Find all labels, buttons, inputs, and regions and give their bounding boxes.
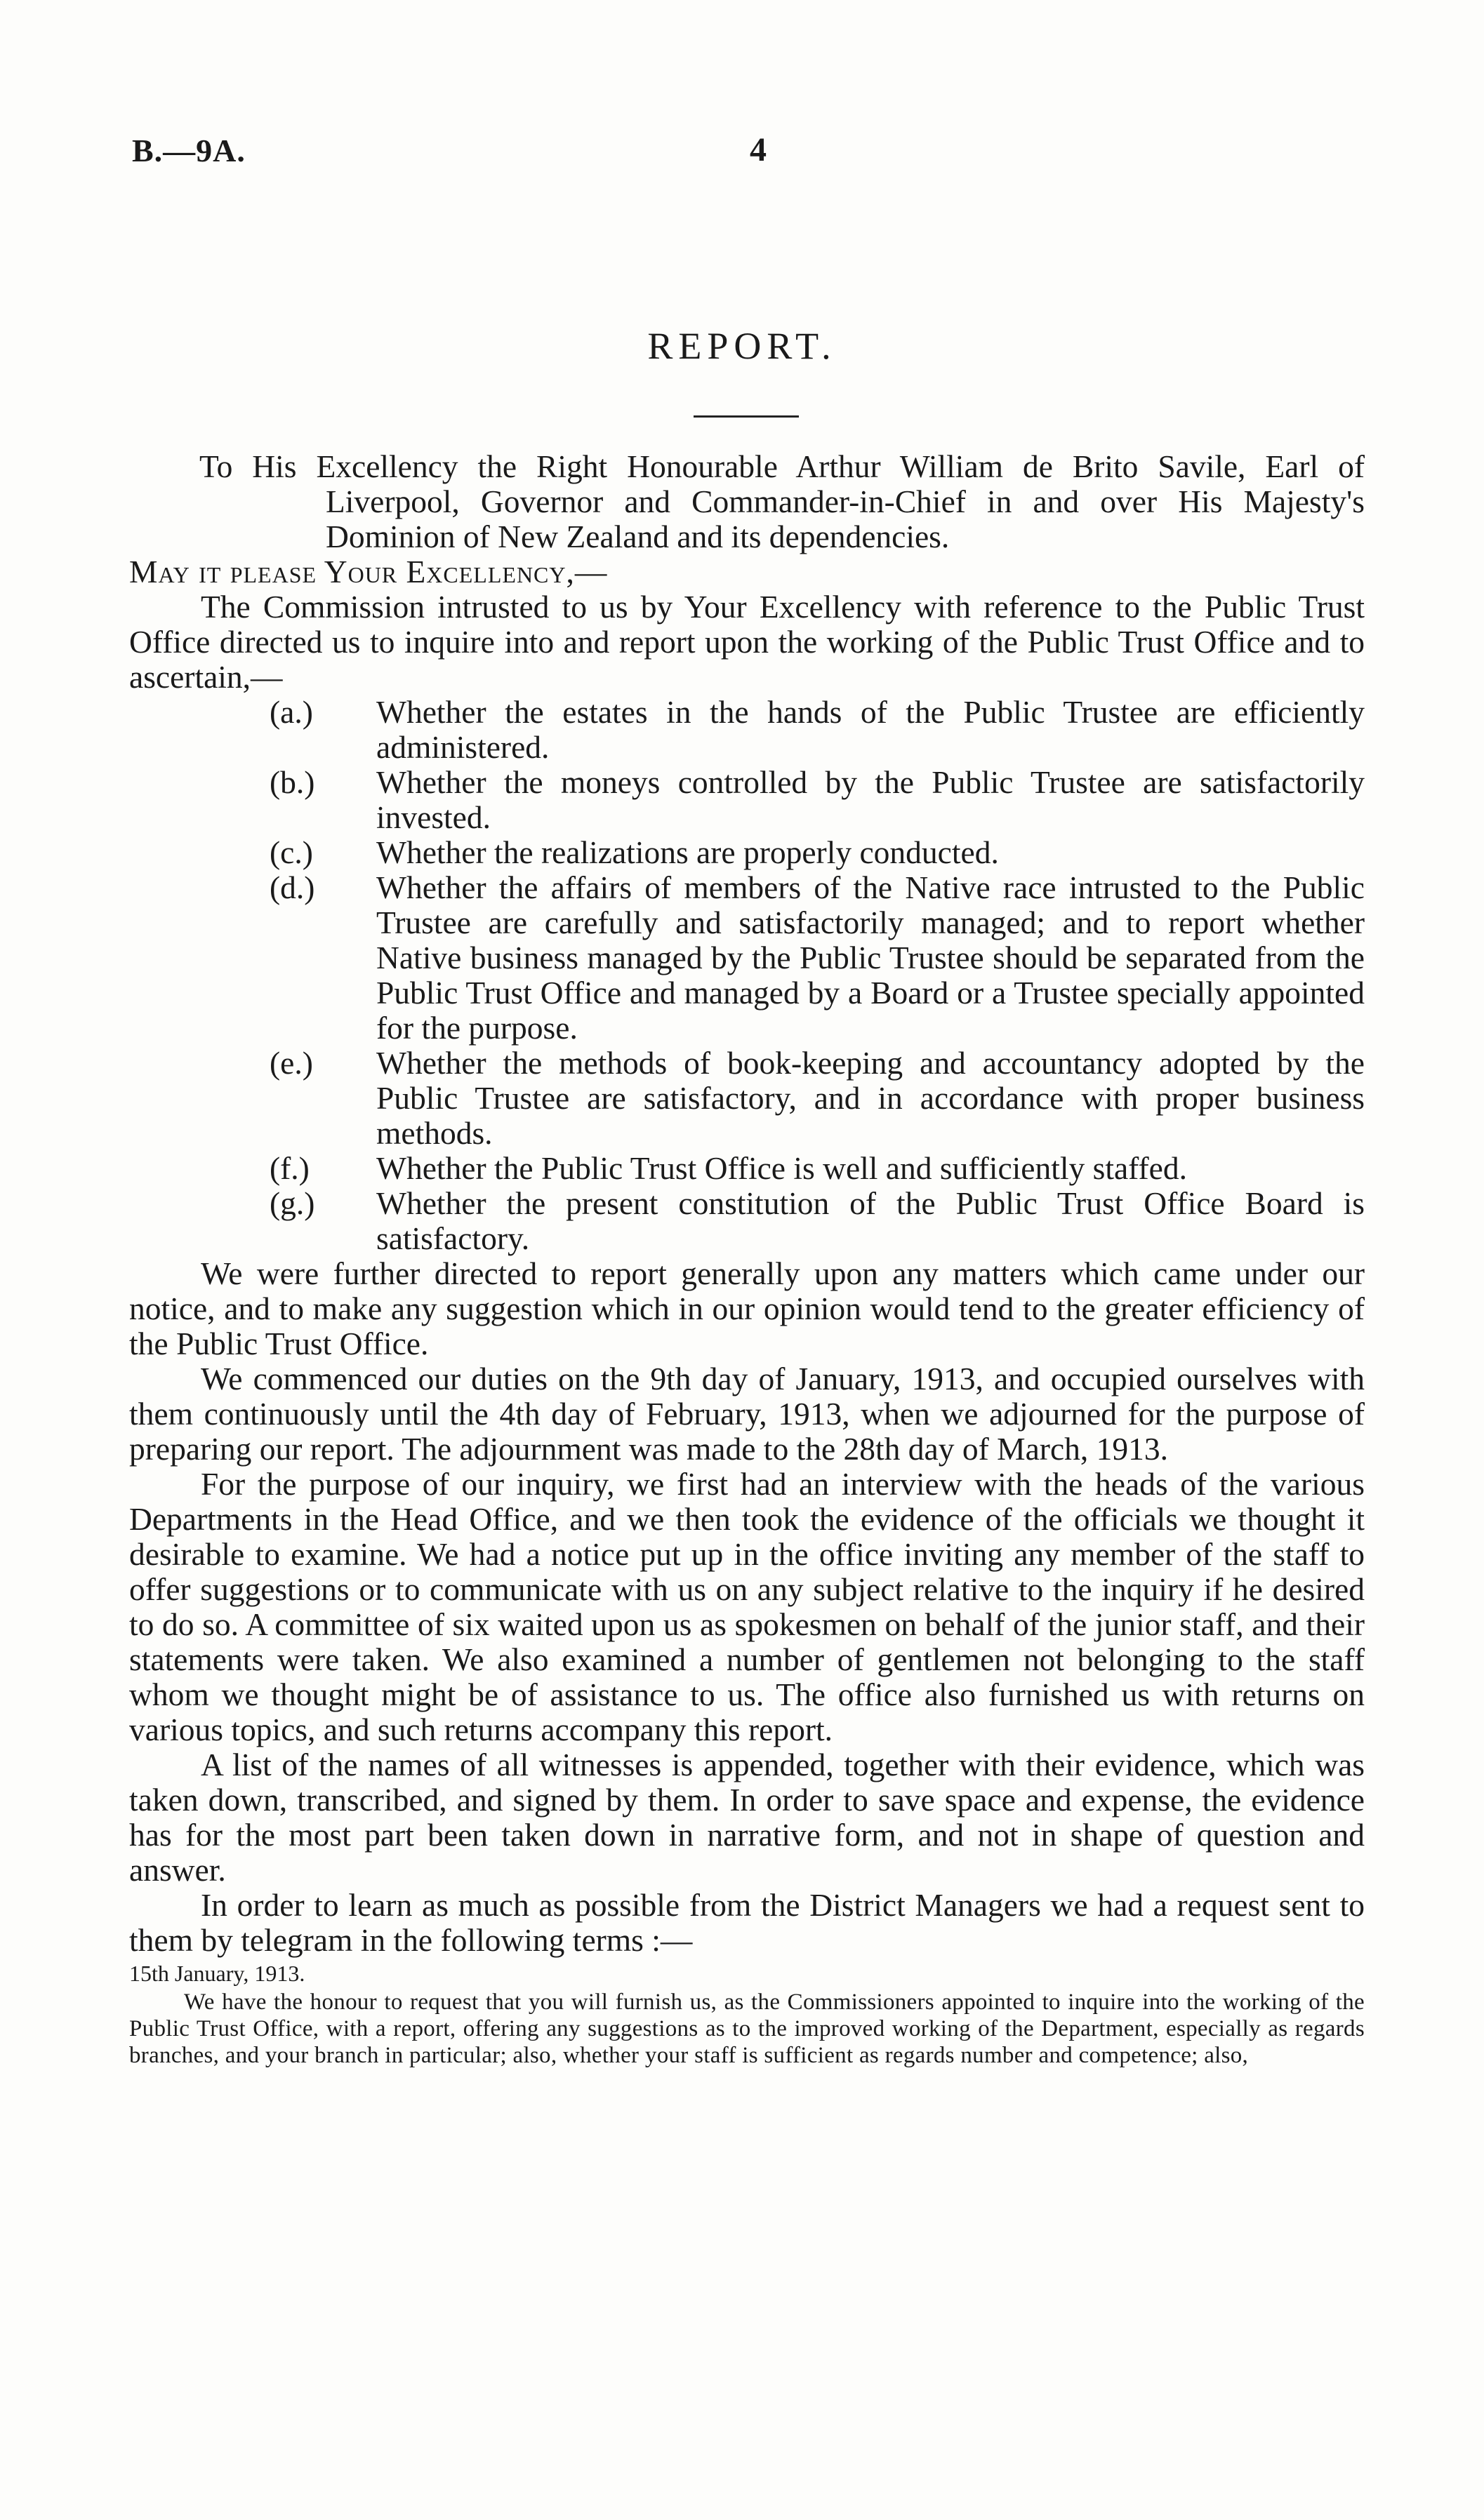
list-item	[129, 1186, 1365, 1256]
paragraph-commenced-duties: We commenced our duties on the 9th day of January, 1913, and occupied ourselves with them continuously until the 4th day of February, 1913, when we adjourned for the purpose of preparing our report. The adjournment was made to the 28th day of March, 1913.	[129, 1361, 1365, 1467]
list-item-label: (d.)	[270, 869, 315, 905]
list-item	[129, 1046, 1365, 1151]
list-item-text: Whether the Public Trust Office is well and sufficiently staffed.	[376, 1150, 1187, 1186]
list-item-text: Whether the present constitution of the Public Trust Office Board is satisfactory.	[376, 1185, 1365, 1256]
list-item-label: (e.)	[270, 1045, 313, 1081]
document-reference: B.—9A.	[132, 133, 246, 168]
list-item	[129, 695, 1365, 765]
list-item-label: (c.)	[270, 834, 313, 870]
paragraph-inquiry-purpose: For the purpose of our inquiry, we first had an interview with the heads of the various Departments in the Head Office, and we then took the evidence of the officials we thought it desirable to examine. We had a notice put up in the office inviting any member of the staff to offer suggestions or to communicate with us on any subject relative to the inquiry if he desired to do so. A committee of six waited upon us as spokesmen on behalf of the junior staff, and their statements were taken. We also examined a number of gentlemen not belonging to the staff whom we thought might be of assistance to us. The office also furnished us with returns on various topics, and such returns accompany this report.	[129, 1466, 1365, 1747]
telegram-date: 15th January, 1913.	[129, 1961, 305, 1986]
list-item-text: Whether the estates in the hands of the Public Trustee are efficiently administered.	[376, 694, 1365, 765]
paragraph-district-managers: In order to learn as much as possible from the District Managers we had a request sent to them by telegram in the following terms :—	[129, 1887, 1365, 1958]
paragraph-further-directed: We were further directed to report generally upon any matters which came under our notice, and to make any suggestion which in our opinion would tend to the greater efficiency of the Public Trust Office.	[129, 1255, 1365, 1361]
list-item-label: (f.)	[270, 1150, 310, 1186]
report-body	[129, 449, 1365, 2069]
list-item-text: Whether the methods of book-keeping and accountancy adopted by the Public Trustee are satisfactory, and in accordance with proper business methods.	[376, 1045, 1365, 1151]
list-item	[129, 1151, 1365, 1186]
address-paragraph: To His Excellency the Right Honourable Arthur William de Brito Savile, Earl of Liverpool, Governor and Commander-in-Chief in and over His Majesty's Dominion of New Zealand and its dependencies.	[199, 448, 1365, 554]
list-item-text: Whether the moneys controlled by the Public Trustee are satisfactorily invested.	[376, 764, 1365, 835]
list-item-label: (b.)	[270, 764, 315, 800]
title-rule	[694, 415, 799, 418]
page-number: 4	[750, 131, 767, 168]
list-item-label: (a.)	[270, 694, 313, 730]
list-item	[129, 870, 1365, 1046]
list-item-text: Whether the realizations are properly conducted.	[376, 834, 999, 870]
intro-paragraph: The Commission intrusted to us by Your Excellency with reference to the Public Trust Office directed us to inquire into and report upon the working of the Public Trust Office and to ascertain,—	[129, 589, 1365, 695]
paragraph-witness-list: A list of the names of all witnesses is appended, together with their evidence, which was taken down, transcribed, and signed by them. In order to save space and expense, the evidence has for the most part been taken down in narrative form, and not in shape of question and answer.	[129, 1747, 1365, 1888]
list-item-text: Whether the affairs of members of the Native race intrusted to the Public Trustee are carefully and satisfactorily managed; and to report whether Native business managed by the Public Trustee should be separated from the Public Trust Office and managed by a Board or a Trustee specially appointed for the purpose.	[376, 869, 1365, 1046]
list-item	[129, 835, 1365, 870]
list-item-label: (g.)	[270, 1185, 315, 1221]
list-item	[129, 765, 1365, 835]
terms-of-reference-list	[129, 695, 1365, 1256]
salutation: May it please Your Excellency,—	[129, 554, 608, 589]
report-title: REPORT.	[647, 325, 837, 367]
telegram-text: We have the honour to request that you will furnish us, as the Commissioners appointed to inquire into the working of the Public Trust Office, with a report, offering any suggestions as to the improved working of the Department, especially as regards branches, and your branch in particular; also, whether your staff is sufficient as regards number and competence; also,	[129, 1989, 1365, 2068]
